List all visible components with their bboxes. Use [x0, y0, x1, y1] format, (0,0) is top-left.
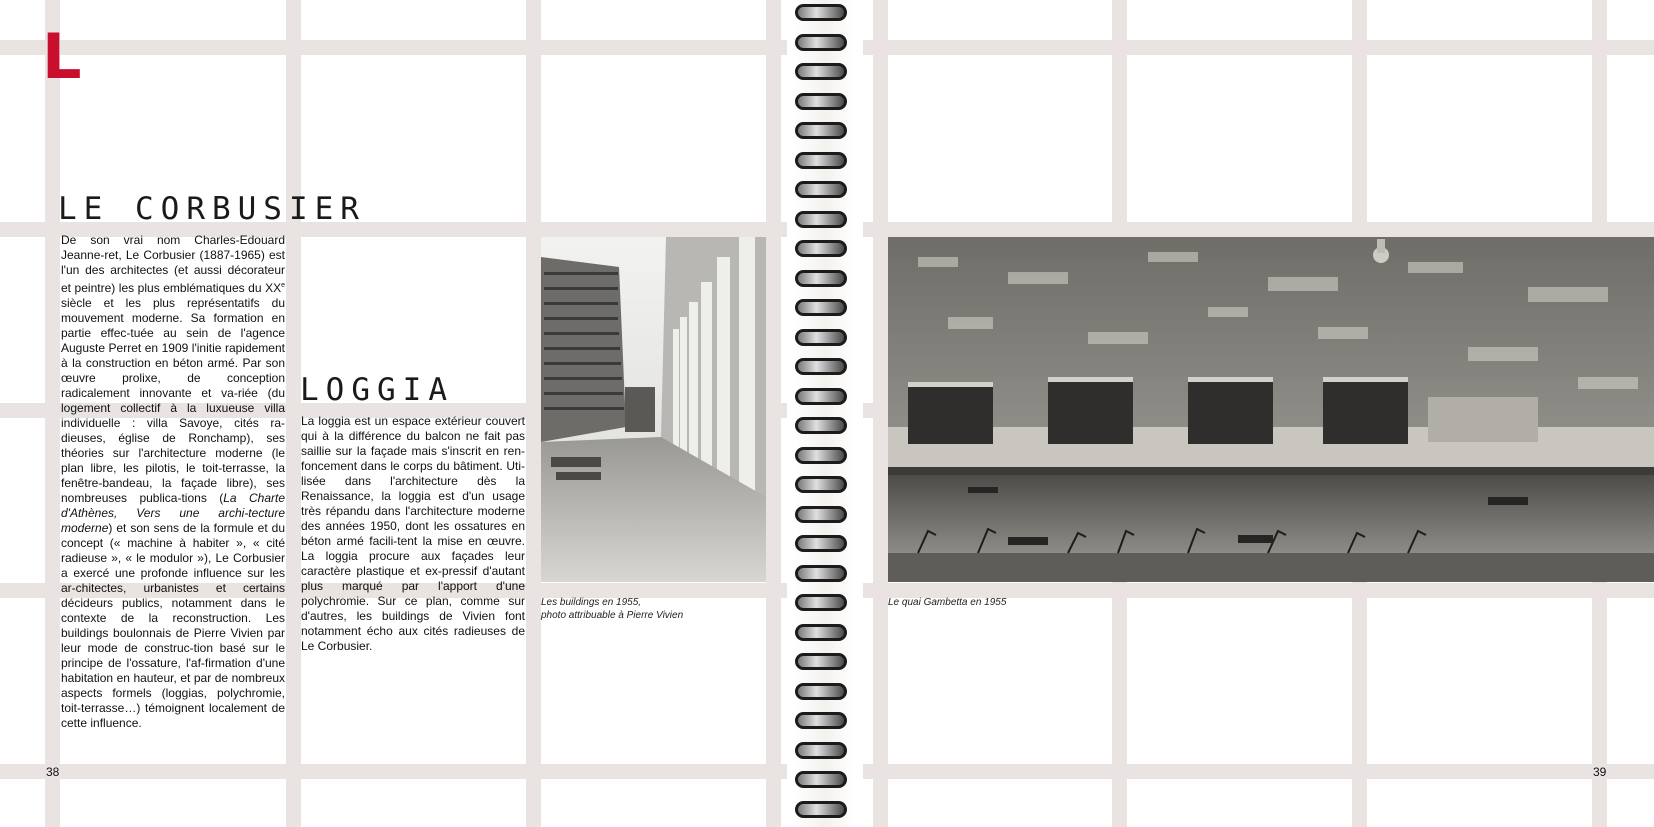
spiral-coil — [795, 565, 847, 582]
spiral-coil — [795, 388, 847, 405]
spiral-coil — [795, 270, 847, 287]
spiral-coil — [795, 653, 847, 670]
spiral-coil — [795, 476, 847, 493]
spiral-coil — [795, 152, 847, 169]
loggia-paragraph: La loggia est un espace extérieur couvert qui à la différence du balcon ne fait pas saillie sur la façade mais s'inscrit en ren-foncement dans le corps du bâtiment. Uti-lisée dans l'architecture dès la Renaissance, la loggia est d'un usage très répandu dans l'architecture moderne des années 1950, dont les ossatures en béton armé facili-tent la mise en œuvre. La loggia procure aux façades leur caractère plastique et ex-pressif d'autant plus marqué par l'apport d'une polychromie. Sur ce plan, comme sur d'autres, les buildings de Vivien font notamment écho aux cités radieuses de Le Corbusier. — [301, 414, 525, 653]
spiral-binding — [787, 0, 863, 827]
spiral-coil — [795, 506, 847, 523]
photo-caption-quai-gambetta: Le quai Gambetta en 1955 — [888, 597, 1007, 608]
spiral-coil — [795, 358, 847, 375]
page-number-right: 39 — [1593, 765, 1607, 779]
spiral-coil — [795, 801, 847, 818]
spiral-coil — [795, 34, 847, 51]
spiral-coil — [795, 4, 847, 21]
spiral-coil — [795, 447, 847, 464]
spiral-coil — [795, 712, 847, 729]
heading-le-corbusier: LE CORBUSIER — [58, 191, 366, 227]
spiral-coil — [795, 63, 847, 80]
spiral-coil — [795, 535, 847, 552]
spiral-coil — [795, 211, 847, 228]
spiral-coil — [795, 624, 847, 641]
spiral-coil — [795, 329, 847, 346]
photo-buildings-1955 — [541, 237, 766, 582]
spiral-coil — [795, 122, 847, 139]
spiral-coil — [795, 594, 847, 611]
heading-loggia: LOGGIA — [300, 372, 454, 408]
spiral-coil — [795, 417, 847, 434]
spiral-coil — [795, 93, 847, 110]
spiral-coil — [795, 240, 847, 257]
spiral-coil — [795, 771, 847, 788]
photo-quai-gambetta-1955 — [888, 237, 1654, 582]
section-letter: L — [42, 20, 82, 93]
photo-caption-buildings: Les buildings en 1955, photo attribuable à Pierre Vivien — [541, 597, 684, 621]
spiral-coil — [795, 299, 847, 316]
le-corbusier-paragraph: De son vrai nom Charles-Edouard Jeanne-ret, Le Corbusier (1887-1965) est l'un des architectes (et aussi décorateur et peintre) les plus emblématiques du XXe siècle et les plus représentatifs du mouvement moderne. Sa formation en partie effec-tuée au sein de l'agence Auguste Perret en 1909 l'initie rapidement à la construction en béton armé. Par son œuvre prolixe, de conception radicalement innovante et va-riée (du logement collectif à la luxueuse villa individuelle : villa Savoye, cités ra-dieuses, église de Ronchamp), ses théories sur l'architecture moderne (le plan libre, les pilotis, le toit-terrasse, la fenêtre-bandeau, la façade libre), ses nombreuses publica-tions (La Charte d'Athènes, Vers une archi-tecture moderne) et son sens de la formule et du concept (« machine à habiter », « cité radieuse », « le modulor »), Le Corbusier a exercé une profonde influence sur les ar-chitectes, urbanistes et certains décideurs publics, notamment dans le contexte de la reconstruction. Les buildings boulonnais de Pierre Vivien par leur mode de construc-tion basé sur le principe de l'ossature, l'af-firmation d'une habitation en hauteur, et par de nombreux aspects formels (loggias, polychromie, toit-terrasse…) témoignent localement de cette influence. — [61, 233, 285, 730]
page-number-left: 38 — [46, 765, 60, 779]
spiral-coil — [795, 181, 847, 198]
spiral-coil — [795, 742, 847, 759]
spiral-coil — [795, 683, 847, 700]
